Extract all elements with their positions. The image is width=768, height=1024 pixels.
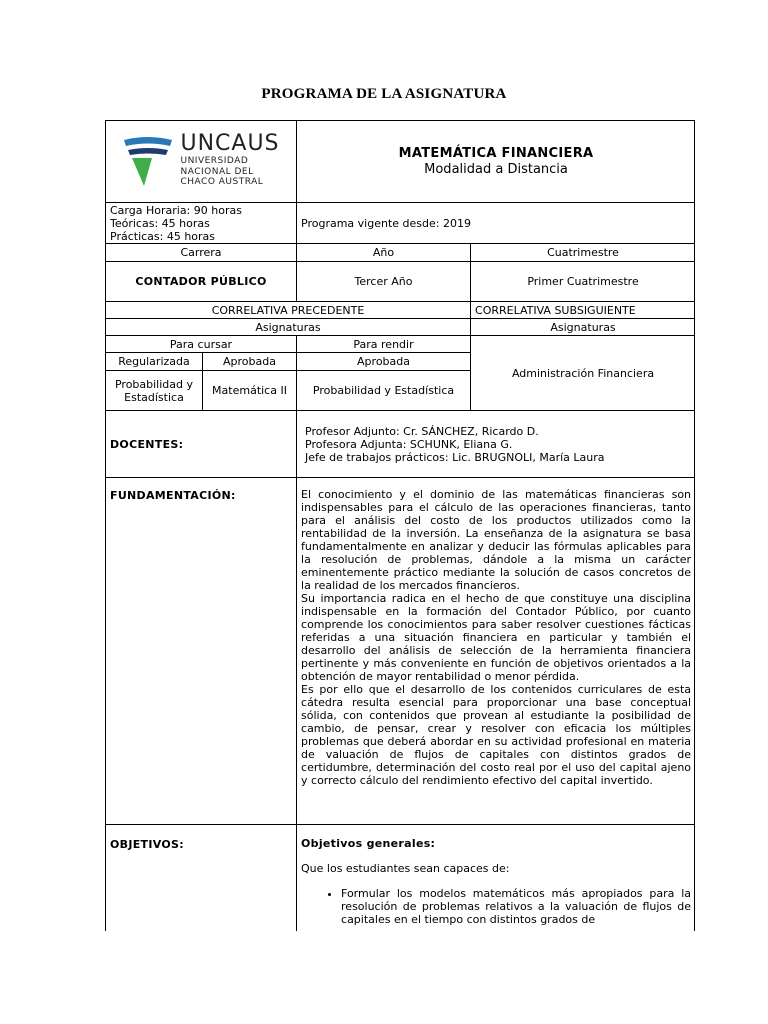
- docente-3: Jefe de trabajos prácticos: Lic. BRUGNOLI, María Laura: [305, 450, 605, 464]
- docente-2: Profesora Adjunta: SCHUNK, Eliana G.: [305, 437, 513, 451]
- fundamentacion-row: [106, 478, 696, 825]
- objetivos-label: OBJETIVOS:: [106, 825, 297, 932]
- fundamentacion-cell: [297, 478, 695, 825]
- logo-name: UNCAUS: [180, 131, 280, 157]
- cuatrimestre-value: Primer Cuatrimestre: [471, 262, 695, 302]
- subject-cell: [297, 121, 695, 203]
- logo-line-2: NACIONAL DEL: [180, 166, 254, 177]
- page-title: PROGRAMA DE LA ASIGNATURA: [261, 86, 507, 102]
- subject-name: MATEMÁTICA FINANCIERA: [398, 145, 594, 161]
- logo-cell: [106, 121, 297, 203]
- program-table: [105, 120, 695, 931]
- aprobada-subject: Matemática II: [203, 371, 297, 411]
- objetivos-intro: Que los estudiantes sean capaces de:: [301, 862, 510, 875]
- docentes-label: DOCENTES:: [106, 411, 297, 478]
- hours-row: [106, 203, 696, 244]
- objetivos-cell: [297, 825, 695, 932]
- para-cursar: Para cursar: [106, 336, 297, 353]
- horas-teoricas: Teóricas: 45 horas: [110, 217, 210, 230]
- docentes-cell: [297, 411, 695, 478]
- anio-value: Tercer Año: [297, 262, 471, 302]
- asignaturas-row: [106, 319, 696, 336]
- logo-line-3: CHACO AUSTRAL: [180, 177, 264, 188]
- rendir-subject: Probabilidad y Estadística: [297, 371, 471, 411]
- career-values-row: [106, 262, 696, 302]
- cursar-rendir-row: [106, 336, 696, 353]
- cuatrimestre-header: Cuatrimestre: [471, 244, 695, 262]
- objetivos-generales-heading: Objetivos generales:: [301, 837, 436, 850]
- program-table-frame: [105, 120, 695, 931]
- fundamentacion-label: FUNDAMENTACIÓN:: [106, 478, 297, 825]
- regularizada-header: Regularizada: [106, 353, 203, 371]
- fundamentacion-paragraph-2: Su importancia radica en el hecho de que constituye una disciplina indispensable en la formación del Contador Público, por cuanto comprende los conocimientos para saber resolver cuestiones fácticas referidas a una situación financiera en particular y también el desarrollo del análisis de selección de la herramienta financiera pertinente y más conveniente en función de objetivos orientados a la obtención de mayor rentabilidad o menor pérdida.: [301, 592, 692, 683]
- uncaus-emblem-icon: [122, 132, 174, 188]
- anio-header: Año: [297, 244, 471, 262]
- para-rendir: Para rendir: [297, 336, 471, 353]
- carrera-value: CONTADOR PÚBLICO: [106, 262, 297, 302]
- logo-line-1: UNIVERSIDAD: [180, 156, 249, 167]
- correlativa-subsiguiente: CORRELATIVA SUBSIGUIENTE: [471, 302, 695, 319]
- vigencia-cell: Programa vigente desde: 2019: [297, 203, 695, 244]
- carrera-header: Carrera: [106, 244, 297, 262]
- subsiguiente-subject: Administración Financiera: [471, 336, 695, 411]
- asignaturas-left: Asignaturas: [106, 319, 471, 336]
- docente-1: Profesor Adjunto: Cr. SÁNCHEZ, Ricardo D.: [305, 424, 539, 438]
- correlativa-precedente: CORRELATIVA PRECEDENTE: [106, 302, 471, 319]
- docentes-row: [106, 411, 696, 478]
- fundamentacion-paragraph-3: Es por ello que el desarrollo de los contenidos curriculares de esta cátedra resulta esencial para proporcionar una base conceptual sólida, con contenidos que provean al estudiante la posibilidad de cambio, de pensar, crear y resolver con eficacia los múltiples problemas que deberá abordar en su actividad profesional en materia de valuación de flujos de capitales con distintos grados de certidumbre, determinación del costo real por el uso del capital ajeno y correcto cálculo del rendimiento efectivo del capital invertido.: [301, 683, 692, 787]
- subject-modality: Modalidad a Distancia: [424, 161, 568, 177]
- aprobada-cursar-header: Aprobada: [203, 353, 297, 371]
- uncaus-logo: [122, 132, 279, 188]
- fundamentacion-paragraph-1: El conocimiento y el dominio de las matemáticas financieras son indispensables para el cálculo de las operaciones financieras, tanto para el análisis del costo de los productos utilizados como la rentabilidad de la inversión. La enseñanza de la asignatura se basa fundamentalmente en analizar y deducir las fórmulas aplicables para la resolución de problemas, dándole a la misma un carácter eminentemente práctico mediante la solución de casos concretos de la realidad de los mercados financieros.: [301, 488, 692, 592]
- regularizada-subject: Probabilidad y Estadística: [106, 371, 203, 411]
- objetivos-list: [301, 887, 691, 926]
- carga-horaria: Carga Horaria: 90 horas: [110, 204, 242, 217]
- objetivos-row: [106, 825, 696, 932]
- aprobada-rendir-header: Aprobada: [297, 353, 471, 371]
- correlativas-header-row: [106, 302, 696, 319]
- career-header-row: [106, 244, 696, 262]
- horas-practicas: Prácticas: 45 horas: [110, 230, 216, 243]
- hours-cell: [106, 203, 297, 244]
- header-row: [106, 121, 696, 203]
- asignaturas-right: Asignaturas: [471, 319, 695, 336]
- objetivo-item-1: • Formular los modelos matemáticos más apropiados para la resolución de problemas relativos a la valuación de flujos de capitales en el tiempo con distintos grados de: [341, 887, 691, 926]
